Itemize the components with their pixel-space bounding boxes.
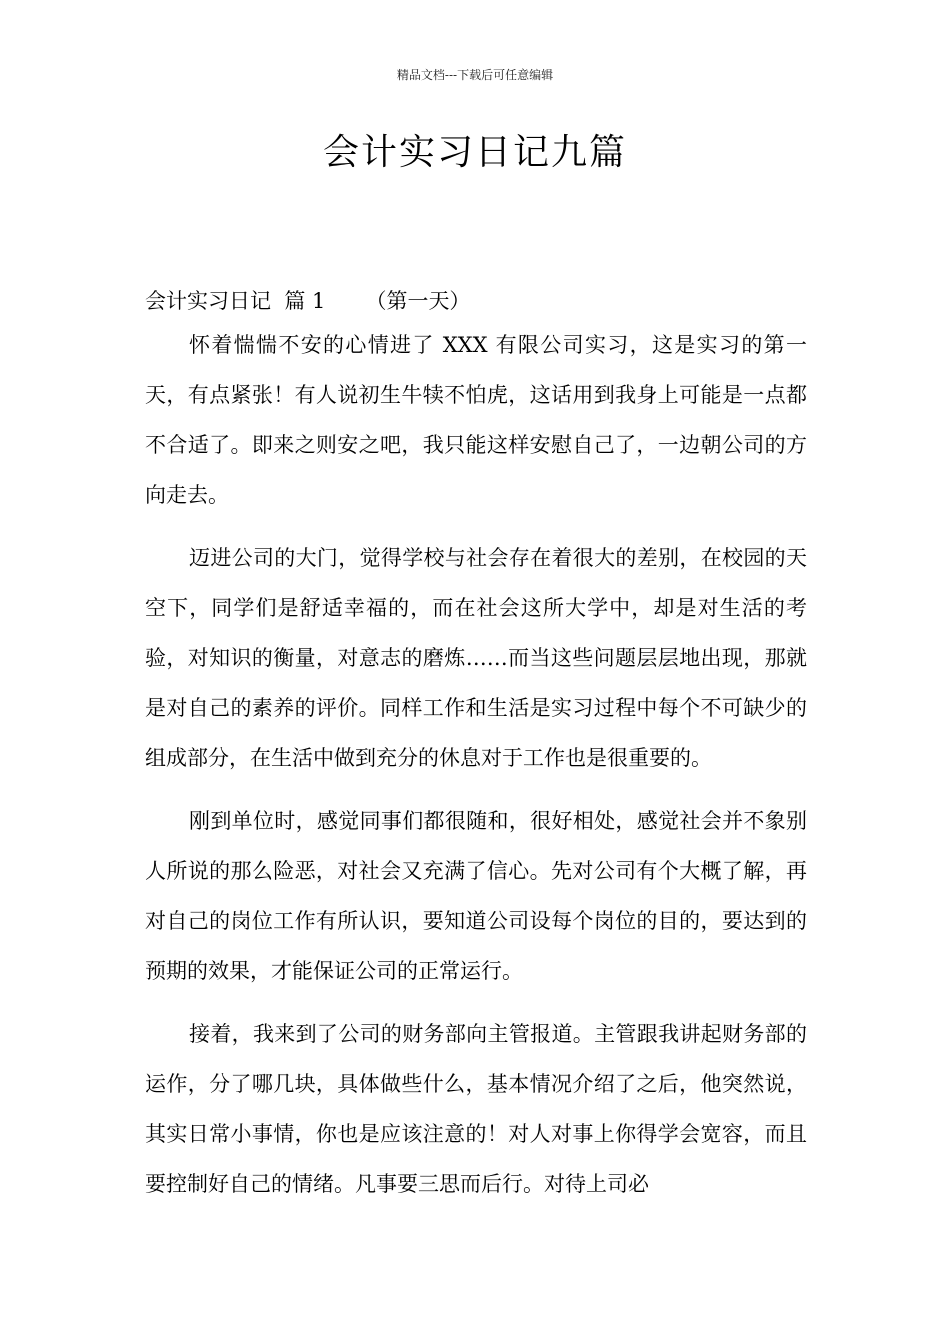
document-body xyxy=(145,283,807,1209)
document-title: 会计实习日记九篇 xyxy=(322,132,627,173)
header-note: 精品文档---下载后可任意编辑 xyxy=(396,68,554,82)
paragraph: 刚到单位时，感觉同事们都很随和，很好相处，感觉社会并不象别人所说的那么险恶，对社会又充满了信心。先对公司有个大概了解，再对自己的岗位工作有所认识，要知道公司设每个岗位的目的，要达到的预期的效果，才能保证公司的正常运行。 xyxy=(145,809,807,983)
paragraph: 迈进公司的大门，觉得学校与社会存在着很大的差别，在校园的天空下，同学们是舒适幸福的，而在社会这所大学中，却是对生活的考验，对知识的衡量，对意志的磨炼……而当这些问题层层地出现，那就是对自己的素养的评价。同样工作和生活是实习过程中每个不可缺少的组成部分，在生活中做到充分的休息对于工作也是很重要的。 xyxy=(145,546,807,770)
section-heading: 会计实习日记 篇 1 （第一天） xyxy=(145,289,471,313)
paragraph: 怀着惴惴不安的心情进了 XXX 有限公司实习，这是实习的第一天，有点紧张！有人说初生牛犊不怕虎，这话用到我身上可能是一点都不合适了。即来之则安之吧，我只能这样安慰自己了，一边朝公司的方向走去。 xyxy=(145,333,807,507)
paragraph: 接着，我来到了公司的财务部向主管报道。主管跟我讲起财务部的运作，分了哪几块，具体做些什么，基本情况介绍了之后，他突然说，其实日常小事情，你也是应该注意的！对人对事上你得学会宽容，而且要控制好自己的情绪。凡事要三思而后行。对待上司必 xyxy=(145,1022,807,1196)
paragraph-list xyxy=(145,320,807,1209)
